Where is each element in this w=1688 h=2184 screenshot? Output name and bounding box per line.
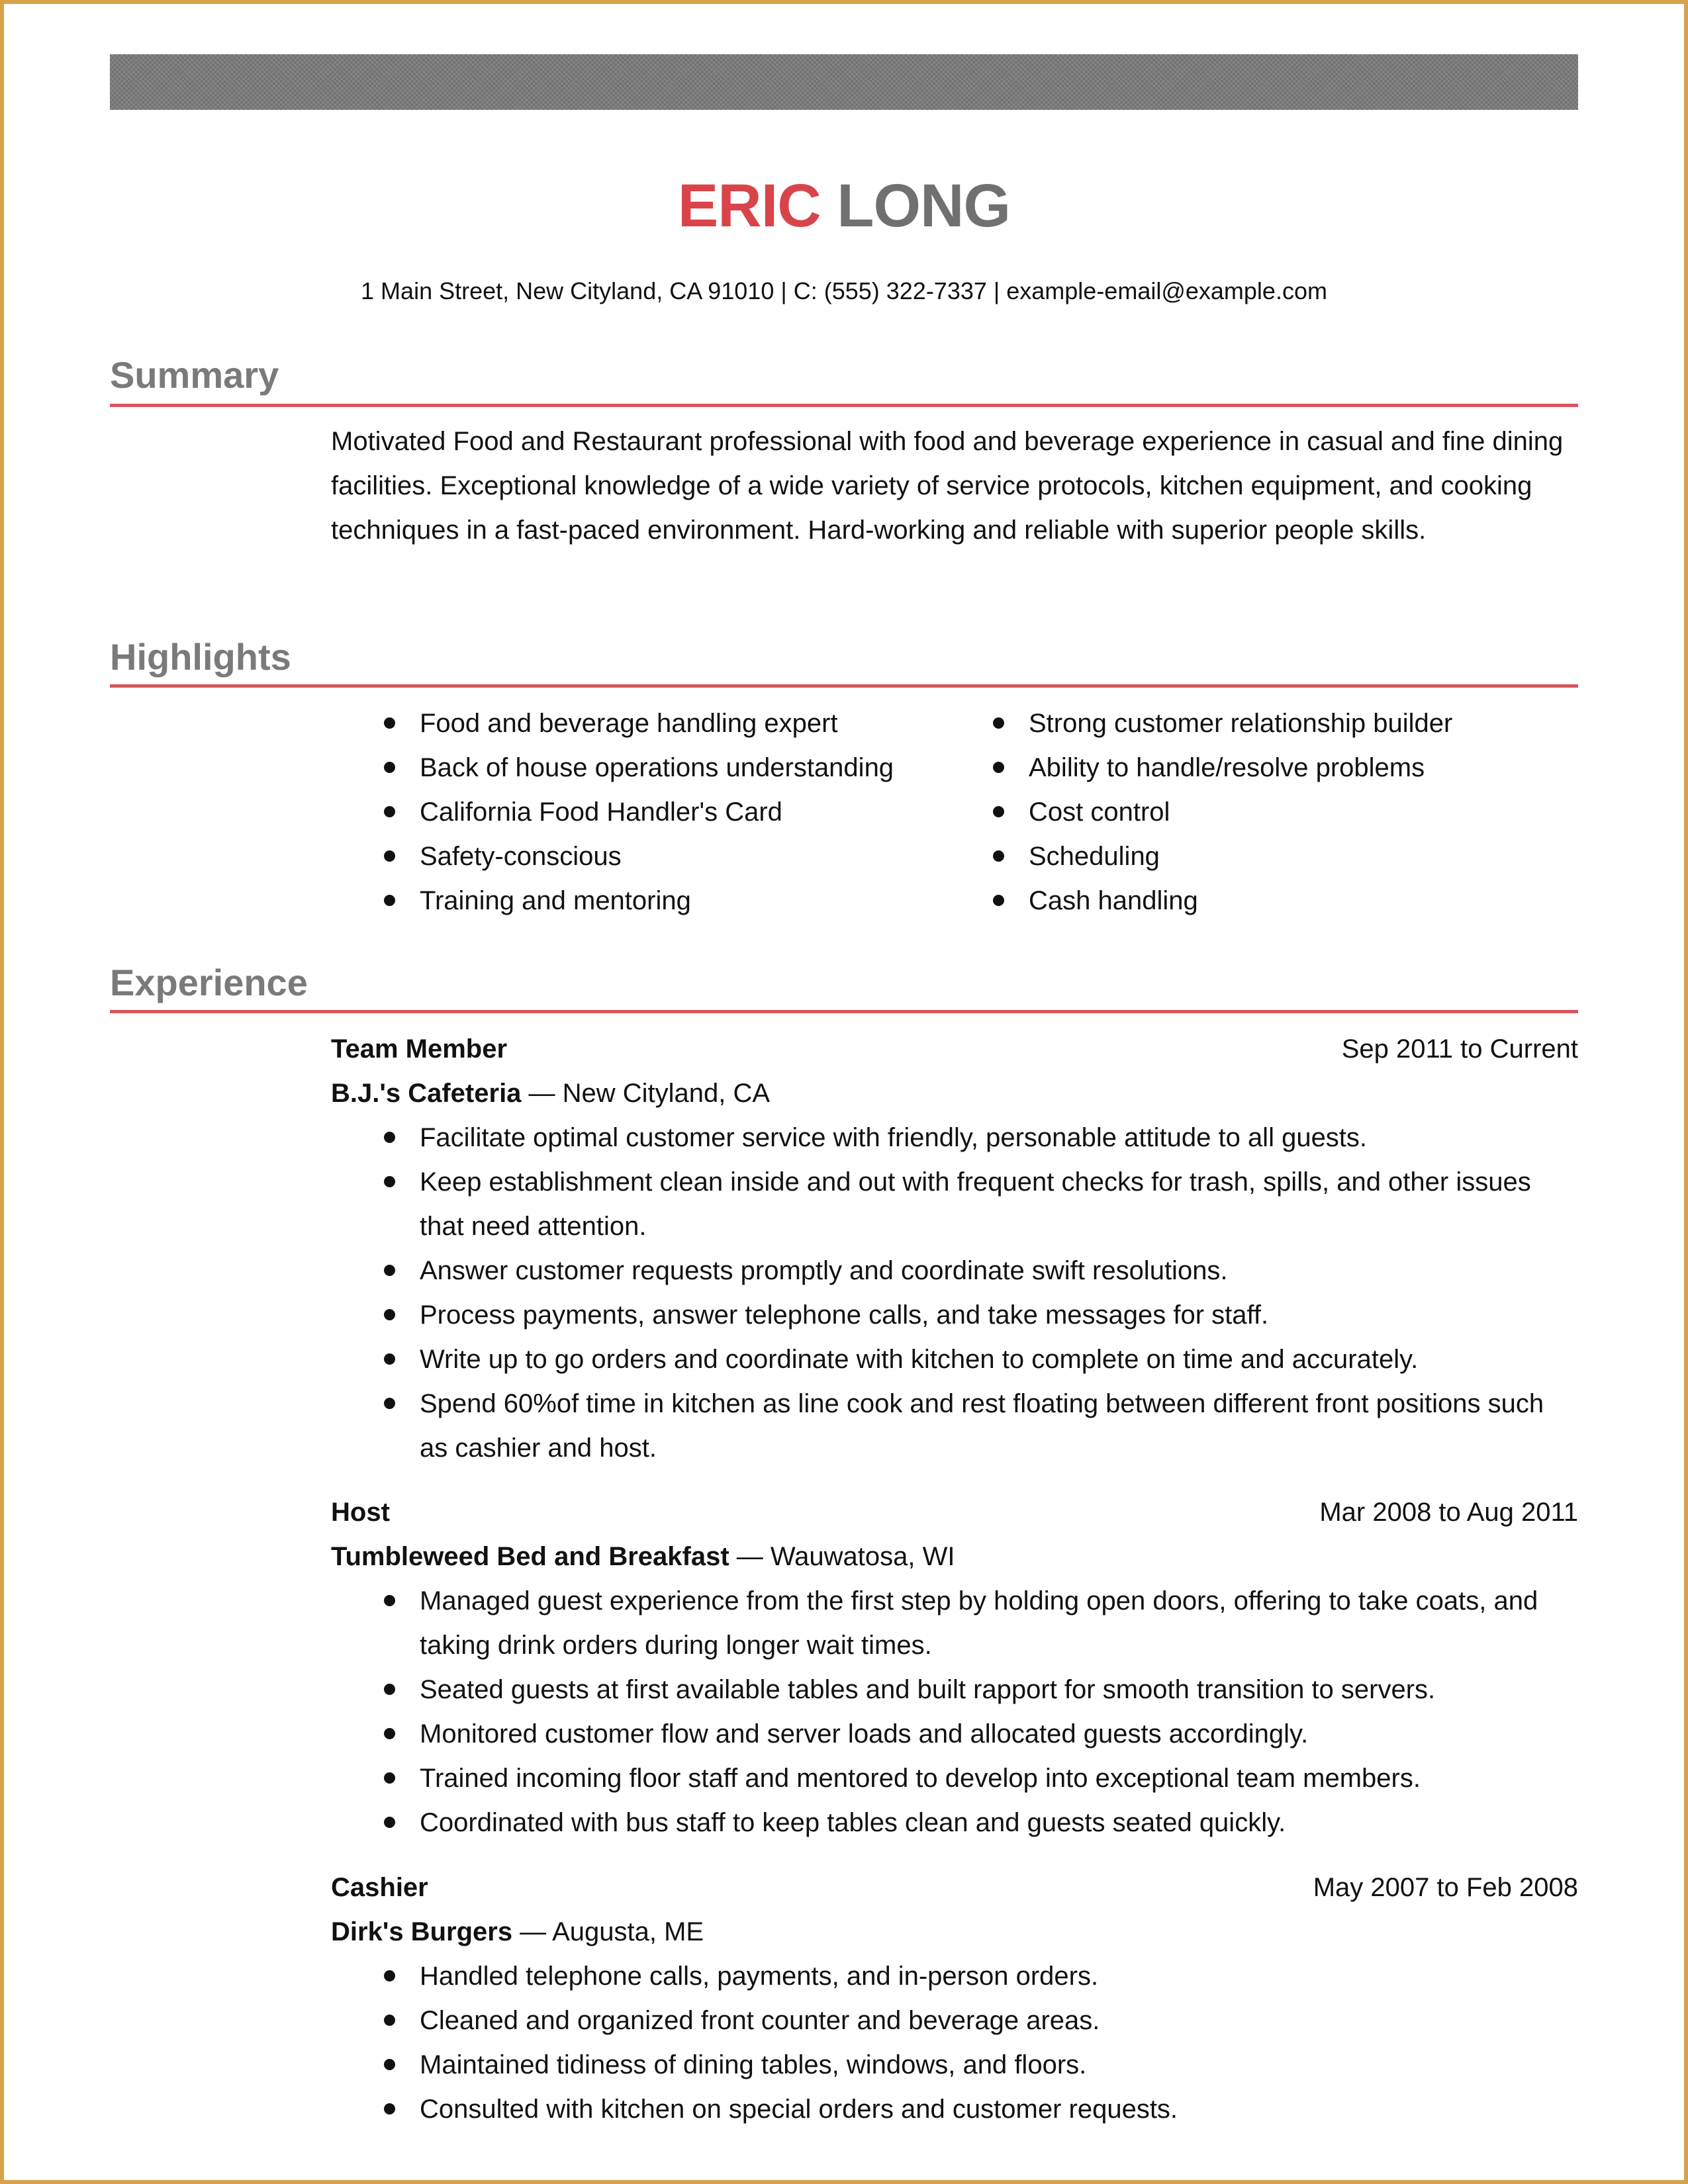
list-item: Keep establishment clean inside and out with frequent checks for trash, spills, and other issues that need attention. [331, 1160, 1578, 1249]
bullet-icon [384, 1353, 395, 1365]
list-item: Cleaned and organized front counter and beverage areas. [331, 1999, 1578, 2043]
bullet-icon [384, 1176, 395, 1187]
bullet-icon [384, 850, 395, 862]
list-item: Handled telephone calls, payments, and in-person orders. [331, 1954, 1578, 1999]
first-name: ERIC [677, 172, 821, 240]
list-item: Coordinated with bus staff to keep tables clean and guests seated quickly. [331, 1801, 1578, 1845]
header-decorative-bar [110, 54, 1578, 110]
job-company-line [331, 1535, 1578, 1579]
job-title: Host [331, 1498, 390, 1527]
list-item: Food and beverage handling expert [331, 702, 940, 746]
bullet-icon [384, 1728, 395, 1739]
contact-line: 1 Main Street, New Cityland, CA 91010 | C: (555) 322-7337 | example-email@example.com [361, 277, 1327, 304]
highlights-list-right [940, 702, 1578, 923]
bullet-icon [993, 806, 1004, 817]
job-company: Dirk's Burgers [331, 1917, 513, 1946]
bullet-icon [384, 2059, 395, 2070]
list-item: Trained incoming floor staff and mentored to develop into exceptional team members. [331, 1756, 1578, 1801]
bullet-icon [384, 895, 395, 906]
list-item: Monitored customer flow and server loads and allocated guests accordingly. [331, 1712, 1578, 1756]
list-item: Write up to go orders and coordinate with kitchen to complete on time and accurately. [331, 1338, 1578, 1382]
section-title-experience: Experience [110, 962, 308, 1003]
list-item: Maintained tidiness of dining tables, windows, and floors. [331, 2043, 1578, 2087]
job-duties [331, 1116, 1578, 1471]
list-item: Consulted with kitchen on special orders and customer requests. [331, 2087, 1578, 2132]
list-item: Spend 60%of time in kitchen as line cook and rest floating between different front positions such as cashier and host. [331, 1382, 1578, 1471]
list-item: Managed guest experience from the first step by holding open doors, offering to take coats, and taking drink orders during longer wait times. [331, 1579, 1578, 1668]
list-item: Cost control [940, 790, 1578, 835]
section-title-summary: Summary [110, 354, 279, 396]
list-item: Scheduling [940, 835, 1578, 879]
bullet-icon [384, 717, 395, 729]
job-company: B.J.'s Cafeteria [331, 1079, 522, 1108]
section-divider-highlights [110, 684, 1578, 688]
bullet-icon [384, 806, 395, 817]
job-duties [331, 1579, 1578, 1845]
bullet-icon [384, 1132, 395, 1143]
list-item: Safety-conscious [331, 835, 940, 879]
bullet-icon [384, 2103, 395, 2115]
job-location: — Wauwatosa, WI [729, 1542, 955, 1571]
bullet-icon [384, 1772, 395, 1784]
job-company-line [331, 1910, 1578, 1954]
job-dates: Sep 2011 to Current [1341, 1034, 1578, 1064]
job-title: Team Member [331, 1034, 508, 1064]
list-item: Facilitate optimal customer service with friendly, personable attitude to all guests. [331, 1116, 1578, 1160]
job-dates: May 2007 to Feb 2008 [1313, 1873, 1578, 1902]
list-item: Strong customer relationship builder [940, 702, 1578, 746]
list-item: Ability to handle/resolve problems [940, 746, 1578, 790]
highlights-list-left [331, 702, 940, 923]
bullet-icon [384, 1309, 395, 1320]
section-divider-summary [110, 404, 1578, 407]
list-item: California Food Handler's Card [331, 790, 940, 835]
job-location: — New Cityland, CA [521, 1079, 771, 1108]
bullet-icon [384, 1398, 395, 1409]
list-item: Process payments, answer telephone calls, and take messages for staff. [331, 1293, 1578, 1338]
section-title-highlights: Highlights [110, 636, 291, 678]
job-company: Tumbleweed Bed and Breakfast [331, 1542, 729, 1571]
last-name: LONG [837, 172, 1011, 240]
job-location: — Augusta, ME [512, 1917, 704, 1946]
list-item: Back of house operations understanding [331, 746, 940, 790]
job-entry [331, 1866, 1578, 2132]
list-item: Cash handling [940, 879, 1578, 923]
bullet-icon [993, 850, 1004, 862]
bullet-icon [384, 1265, 395, 1276]
job-entry [331, 1490, 1578, 1845]
summary-text: Motivated Food and Restaurant professional with food and beverage experience in casual and fine dining facilities. Exceptional knowledge of a wide variety of service protocols, kitchen equipment, and cooking techniques in a fast-paced environment. Hard-working and reliable with superior people skills. [331, 427, 1564, 545]
bullet-icon [384, 1595, 395, 1606]
job-company-line [331, 1071, 1578, 1116]
list-item: Seated guests at first available tables and built rapport for smooth transition to servers. [331, 1668, 1578, 1712]
job-entry [331, 1027, 1578, 1471]
bullet-icon [384, 2015, 395, 2026]
bullet-icon [993, 717, 1004, 729]
list-item: Training and mentoring [331, 879, 940, 923]
job-duties [331, 1954, 1578, 2132]
bullet-icon [384, 1817, 395, 1828]
bullet-icon [384, 1684, 395, 1695]
job-title: Cashier [331, 1873, 428, 1902]
list-item: Answer customer requests promptly and coordinate swift resolutions. [331, 1249, 1578, 1293]
bullet-icon [384, 762, 395, 773]
bullet-icon [993, 895, 1004, 906]
section-divider-experience [110, 1010, 1578, 1013]
candidate-name [0, 163, 1688, 249]
bullet-icon [993, 762, 1004, 773]
bullet-icon [384, 1970, 395, 1981]
job-dates: Mar 2008 to Aug 2011 [1319, 1498, 1578, 1527]
